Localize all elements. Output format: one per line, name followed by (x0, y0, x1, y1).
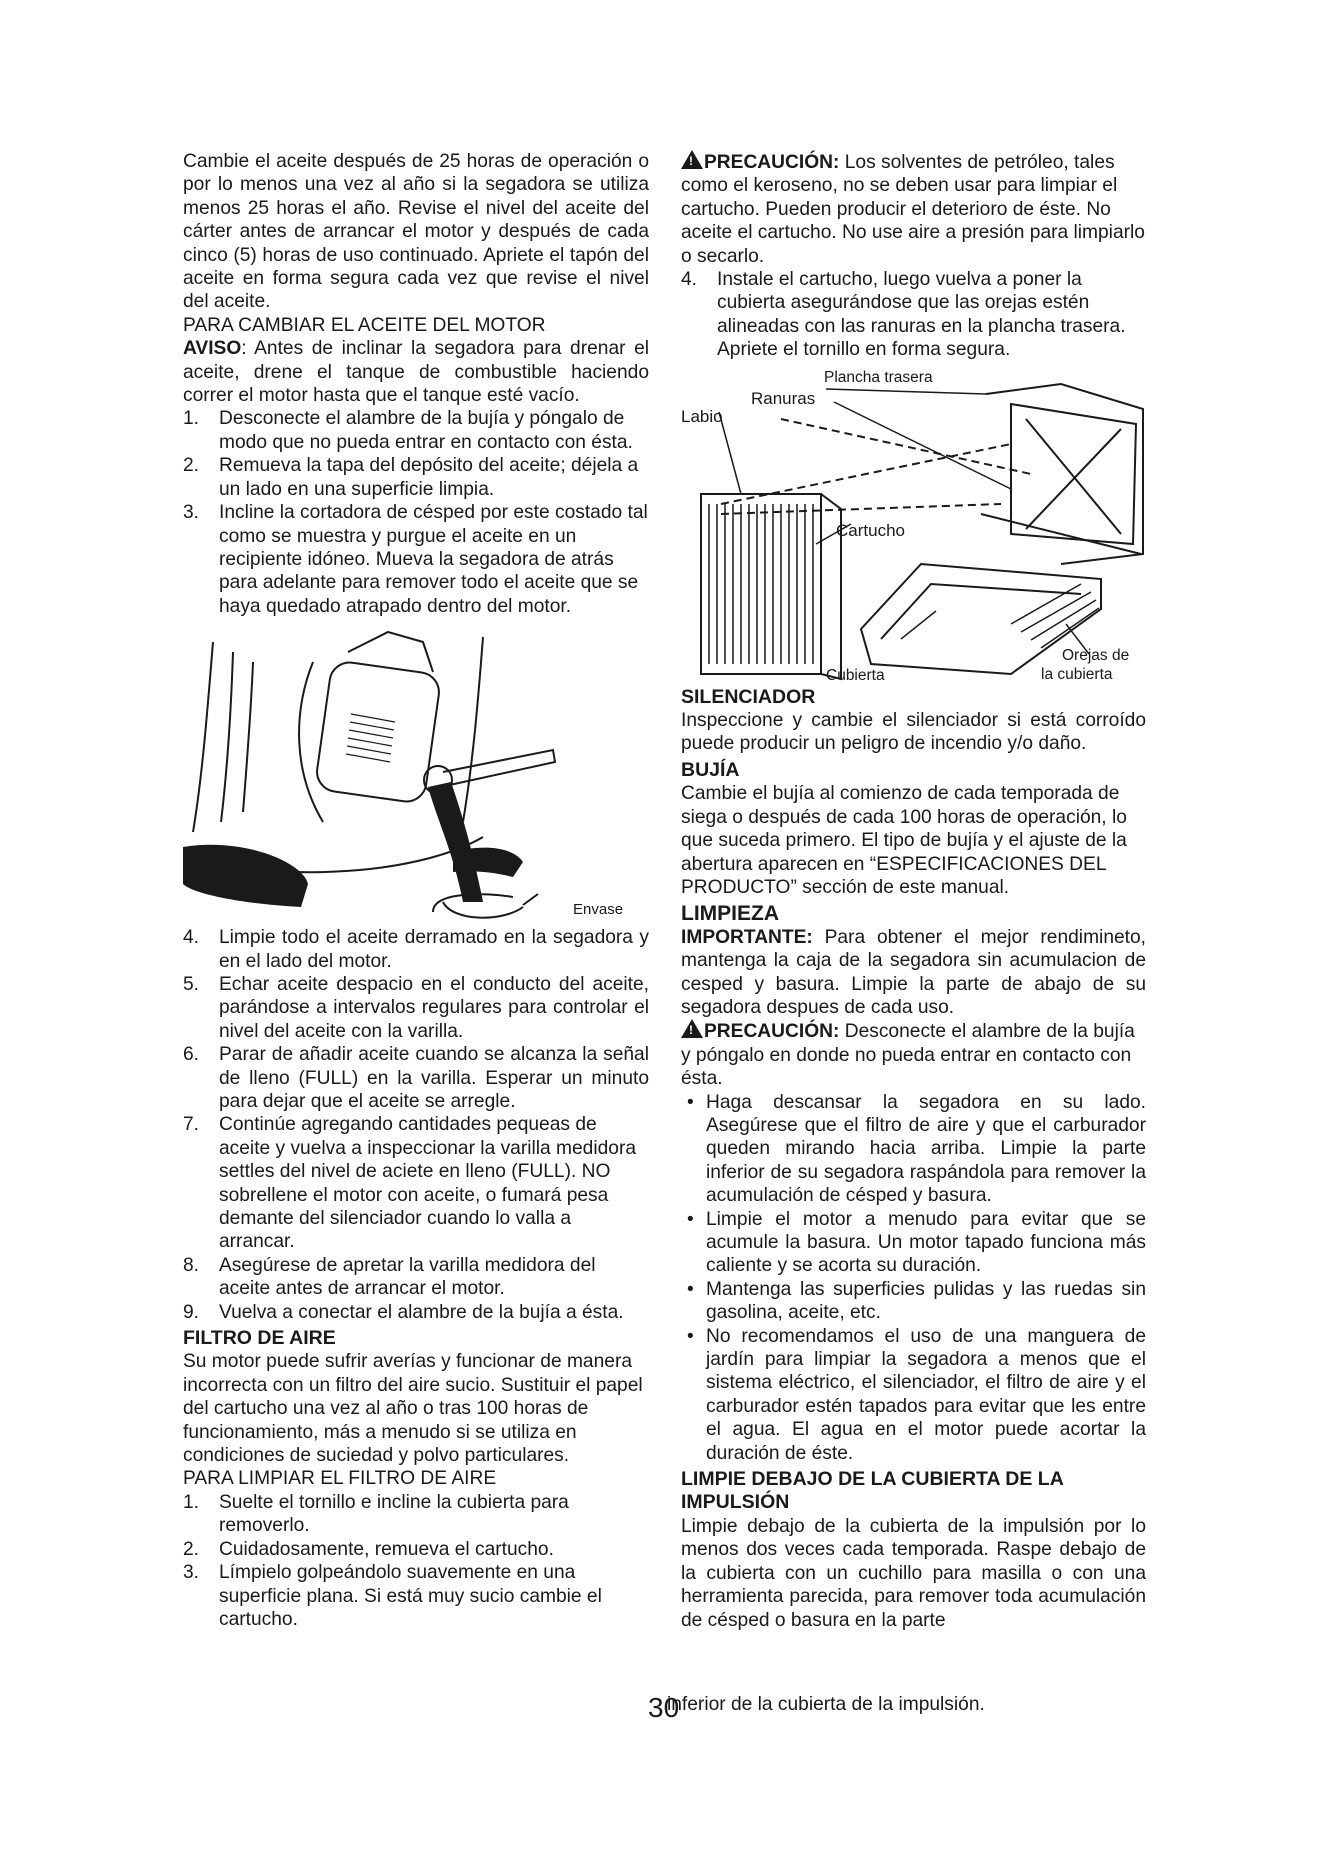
bullet-text: No recomendamos el uso de una manguera de jardín para limpiar la segadora a menos que el sistema eléctrico, el silenciador, el filtro de aire y el carburador estén tapados para evitar que les entre el agua. El agua en el motor puede acortar la duración de éste. (706, 1325, 1146, 1464)
list-item (183, 1113, 649, 1253)
container-label: Envase (573, 901, 624, 919)
caution2-paragraph (681, 1019, 1146, 1090)
spark-plug-text: Cambie el bujía al comienzo de cada temporada de siega o después de cada 100 horas de operación, lo que suceda primero. El tipo de bujía y el ajuste de la abertura aparecen en “ESPECIFICACIONES DEL PRODUCTO” sección de este manual. (681, 783, 1127, 898)
bullet-icon: • (687, 1091, 694, 1113)
aviso-paragraph (183, 337, 649, 407)
aviso-label: AVISO (183, 338, 242, 360)
important-text: Para obtener el mejor rendimineto, mantenga la caja de la segadora sin acumulacion de cesped y basura. Limpie la parte de abajo de su segadora despues de cada uso. (681, 926, 1146, 1018)
step-number: 8. (183, 1254, 200, 1276)
step-text: Desconecte el alambre de la bujía y póngalo de modo que no pueda entrar en contacto con ésta. (219, 408, 633, 453)
important-paragraph (681, 926, 1146, 1020)
step-text: Cuidadosamente, remueva el cartucho. (219, 1538, 554, 1560)
list-item (681, 1325, 1146, 1465)
step-text: Continúe agregando cantidades pequeas de aceite y vuelva a inspeccionar la varilla medidora settles del nivel de aciete en lleno (FULL). NO sobrellene el motor con aceite, o fumará pesa demante del silenciador cuando lo valla a arrancar. (219, 1114, 637, 1253)
bullet-text: Mantenga las superficies pulidas y las ruedas sin gasolina, aceite, etc. (706, 1278, 1146, 1324)
list-item (183, 1301, 649, 1324)
step-text: Parar de añadir aceite cuando se alcanza la señal de lleno (FULL) en la varilla. Esperar un minuto para dejar que el aceite se arregle. (219, 1044, 649, 1112)
muffler-heading: SILENCIADOR (681, 685, 816, 708)
list-item (183, 973, 649, 1043)
caution-label: PRECAUCIÓN: (704, 152, 840, 173)
air-filter-illustration (681, 364, 1146, 682)
step-number: 1. (183, 1491, 200, 1513)
list-item (183, 1254, 649, 1301)
list-item (681, 268, 1146, 362)
step-text: Vuelva a conectar el alambre de la bujía a ésta. (219, 1301, 624, 1323)
filter-steps-list (183, 1491, 649, 1631)
cover-tabs-label-line2: la cubierta (1041, 665, 1113, 682)
step-text: Suelte el tornillo e incline la cubierta para removerlo. (219, 1491, 569, 1537)
step-number: 4. (183, 927, 200, 949)
backplate-label: Plancha trasera (824, 368, 933, 386)
page-number: 30 (648, 1692, 680, 1723)
list-item (183, 454, 649, 501)
step-text: Instale el cartucho, luego vuelva a poner la cubierta asegurándose que las orejas estén alineadas con las ranuras en la plancha trasera. Apriete el tornillo en forma segura. (717, 269, 1126, 361)
step-number: 9. (183, 1301, 200, 1323)
step-number: 3. (183, 502, 200, 524)
oil-steps-list-a (183, 407, 649, 618)
list-item (183, 407, 649, 454)
list-item (183, 926, 649, 973)
slots-label: Ranuras (751, 388, 816, 408)
list-item (681, 1091, 1146, 1208)
list-item (183, 1561, 649, 1631)
step-text: Limpie todo el aceite derramado en la segadora y en el lado del motor. (219, 927, 649, 972)
muffler-text: Inspeccione y cambie el silenciador si está corroído puede producir un peligro de incendio y/o daño. (681, 710, 1146, 755)
oil-change-intro: Cambie el aceite después de 25 horas de operación o por lo menos una vez al año si la segadora se utiliza menos 25 horas el año. Revise el nivel del aceite del cárter antes de arrancar el motor y después de cada cinco (5) horas de uso continuado. Apriete el tapón del aceite en forma segura cada vez que revise el nivel del aceite. (183, 151, 649, 313)
bullet-text: Limpie el motor a menudo para evitar que se acumule la basura. Un motor tapado funciona más caliente y se acorta su duración. (706, 1208, 1146, 1277)
cleaning-bullets (681, 1091, 1146, 1466)
step-number: 7. (183, 1114, 200, 1136)
step-text: Incline la cortadora de césped por este costado tal como se muestra y purgue el aceite en un recipiente idóneo. Mueva la segadora de atrás para adelante para remover todo el aceite que se haya quedado atrapado dentro del motor. (219, 502, 648, 617)
step-number: 2. (183, 1538, 200, 1560)
cleaning-heading: LIMPIEZA (681, 902, 779, 926)
list-item (183, 501, 649, 618)
spark-plug-heading: BUJÍA (681, 758, 740, 781)
list-item (183, 1043, 649, 1113)
caution-paragraph (681, 150, 1146, 268)
step-number: 1. (183, 408, 200, 430)
caution2-label: PRECAUCIÓN: (704, 1021, 840, 1043)
bullet-icon: • (687, 1278, 694, 1300)
oil-drain-illustration (183, 622, 649, 922)
cartridge-label: Cartucho (836, 520, 905, 540)
deck-heading: LIMPIE DEBAJO DE LA CUBIERTA DE LA IMPULSIÓN (681, 1468, 1064, 1514)
step-number: 6. (183, 1044, 200, 1066)
right-column (681, 150, 1146, 1632)
deck-text: Limpie debajo de la cubierta de la impulsión por lo menos dos veces cada temporada. Raspe debajo de la cubierta con un cuchillo para masilla o con una herramienta parecida, para remover toda acumulación de césped o basura en la parte (681, 1515, 1146, 1631)
air-filter-heading: FILTRO DE AIRE (183, 1327, 336, 1350)
list-item (183, 1538, 649, 1561)
clean-filter-heading: PARA LIMPIAR EL FILTRO DE AIRE (183, 1468, 497, 1490)
deck-text-last-line: inferior de la cubierta de la impulsión. (667, 1694, 985, 1715)
air-filter-text: Su motor puede sufrir averías y funcionar de manera incorrecta con un filtro del aire sucio. Sustituir el papel del cartucho una vez al año o tras 100 horas de funcionamiento, más a menudo si se utiliza en condiciones de suciedad y polvo particulares. (183, 1351, 643, 1467)
step-number: 5. (183, 973, 200, 995)
cover-label: Cubierta (826, 666, 885, 682)
warning-icon (681, 1019, 703, 1038)
bullet-icon: • (687, 1208, 694, 1230)
step-text: Remueva la tapa del depósito del aceite; déjela a un lado en una superficie limpia. (219, 455, 639, 500)
step-number: 4. (681, 269, 698, 291)
list-item (681, 1278, 1146, 1325)
step-text: Asegúrese de apretar la varilla medidora del aceite antes de arrancar el motor. (219, 1254, 596, 1300)
caution-text: Los solventes de petróleo, tales como el keroseno, no se deben usar para limpiar el cartucho. Pueden producir el deterioro de éste. No aceite el cartucho. No use aire a presión para limpiarlo o secarlo. (681, 152, 1145, 267)
cover-tabs-label-line1: Orejas de (1062, 646, 1130, 664)
lip-label: Labio (681, 406, 723, 426)
list-item (183, 1491, 649, 1538)
step-number: 2. (183, 455, 200, 477)
caution2-text: Desconecte el alambre de la bujía y póngalo en donde no pueda entrar en contacto con ésta. (681, 1021, 1135, 1090)
step-number: 3. (183, 1562, 200, 1584)
bullet-icon: • (687, 1325, 694, 1347)
step-text: Límpielo golpeándolo suavemente en una superficie plana. Si está muy sucio cambie el cartucho. (219, 1562, 602, 1630)
aviso-text: : Antes de inclinar la segadora para drenar el aceite, drene el tanque de combustible haciendo correr el motor hasta que el tanque esté vacío. (183, 338, 649, 407)
change-oil-heading: PARA CAMBIAR EL ACEITE DEL MOTOR (183, 314, 546, 336)
bullet-text: Haga descansar la segadora en su lado. Asegúrese que el filtro de aire y que el carburador queden mirando hacia arriba. Limpie la parte inferior de su segadora raspándola para remover la acumulación de césped y basura. (706, 1091, 1146, 1207)
filter-step-4-list (681, 268, 1146, 362)
important-label: IMPORTANTE: (681, 926, 813, 948)
step-text: Echar aceite despacio en el conducto del aceite, parándose a intervalos regulares para controlar el nivel del aceite con la varilla. (219, 973, 649, 1042)
left-column (183, 150, 649, 1631)
warning-icon (681, 150, 703, 169)
list-item (681, 1208, 1146, 1278)
oil-steps-list-b (183, 926, 649, 1324)
